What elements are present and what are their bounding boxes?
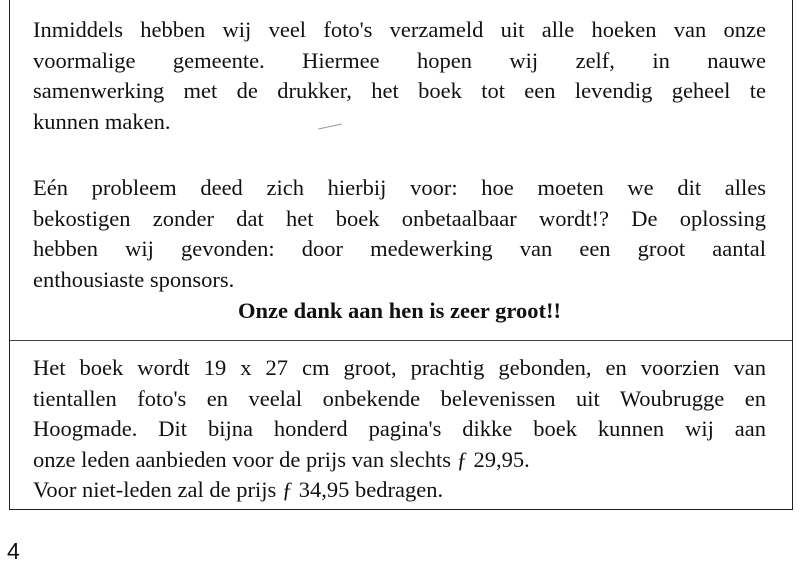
thanks-heading: Onze dank aan hen is zeer groot!!: [238, 298, 561, 323]
text-line: Eén probleem deed zich hierbij voor: hoe moeten we dit alles: [33, 175, 766, 200]
text-line: Inmiddels hebben wij veel foto's verzameld uit alle hoeken van onze: [33, 17, 766, 42]
text-line: tientallen foto's en veelal onbekende belevenissen uit Woubrugge en: [33, 385, 766, 411]
text-line: samenwerking met de drukker, het boek tot een levendig geheel te: [33, 78, 766, 103]
text-line: bekostigen zonder dat het boek onbetaalbaar wordt!? De oplossing: [33, 205, 766, 231]
text-line: hebben wij gevonden: door medewerking van een groot aantal: [33, 236, 766, 261]
paragraph-sponsors: [33, 173, 766, 295]
paragraph-book-details: [33, 353, 766, 506]
text-line: Het boek wordt 19 x 27 cm groot, prachtig gebonden, en voorzien van: [33, 355, 766, 380]
text-line: Hoogmade. Dit bijna honderd pagina's dikke boek kunnen wij aan: [33, 416, 766, 441]
page-number: 4: [7, 538, 20, 564]
text-line: voormalige gemeente. Hiermee hopen wij zelf, in nauwe: [33, 47, 766, 73]
section-divider: [10, 340, 792, 341]
paragraph-photos: [33, 15, 766, 137]
text-line: enthousiaste sponsors.: [33, 266, 235, 292]
text-line: Voor niet-leden zal de prijs ƒ 34,95 bedragen.: [33, 477, 444, 502]
text-line: onze leden aanbieden voor de prijs van slechts ƒ 29,95.: [33, 446, 530, 472]
text-line: kunnen maken.: [33, 108, 171, 134]
